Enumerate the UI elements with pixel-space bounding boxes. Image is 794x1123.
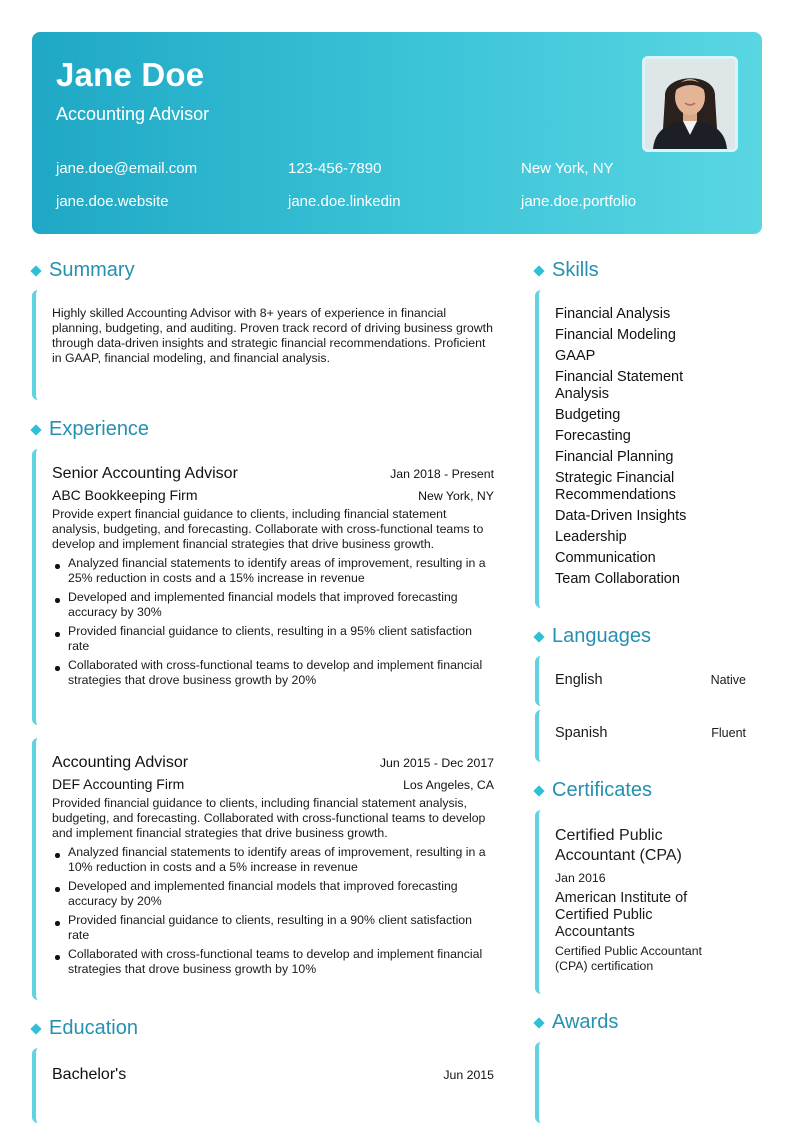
contact-phone[interactable]: 123-456-7890 — [288, 160, 382, 177]
awards-heading — [533, 1011, 618, 1034]
education-heading — [30, 1017, 138, 1040]
summary-heading — [30, 259, 135, 282]
awards-heading-label: Awards — [552, 1011, 619, 1033]
job-company: ABC Bookkeeping Firm — [52, 487, 198, 503]
job-role: Accounting Advisor — [52, 754, 189, 771]
candidate-name: Jane Doe — [56, 56, 205, 93]
skill-item: Communication — [555, 550, 656, 566]
job-description: Provide expert financial guidance to clients, including financial statement analysis, budgeting, and forecasting. Collaborate with cross-functional teams to develop and implement financial strategies that drive business growth. — [52, 507, 484, 551]
certificate-issuer: American Institute of Certified Public Accountants — [555, 890, 688, 940]
language-level: Fluent — [711, 726, 746, 740]
skill-item: GAAP — [555, 348, 596, 364]
contact-email[interactable]: jane.doe@email.com — [56, 160, 198, 177]
achievement-item: Provided financial guidance to clients, resulting in a 90% client satisfaction rate — [52, 913, 494, 943]
achievement-item: Collaborated with cross-functional teams to develop and implement financial strategies that drove business growth by 10% — [52, 947, 494, 977]
job-achievements — [52, 556, 494, 688]
education-degree: Bachelor's — [52, 1066, 127, 1083]
achievement-item: Developed and implemented financial models that improved forecasting accuracy by 30% — [52, 590, 494, 620]
experience-heading — [30, 418, 149, 441]
skills-heading-label: Skills — [552, 259, 599, 281]
summary-heading-label: Summary — [49, 259, 135, 281]
language-name: Spanish — [555, 725, 608, 741]
certificates-heading-label: Certificates — [552, 779, 653, 801]
certificate-item — [535, 810, 755, 994]
certificate-name: Certified Public Accountant (CPA) — [555, 827, 682, 864]
profile-photo-illustration — [645, 59, 735, 149]
diamond-icon — [30, 265, 41, 276]
achievement-item: Analyzed financial statements to identify areas of improvement, resulting in a 25% reduction in costs and a 15% increase in revenue — [52, 556, 494, 586]
candidate-title: Accounting Advisor — [56, 104, 210, 124]
job-dates: Jan 2018 - Present — [390, 467, 494, 481]
job-dates: Jun 2015 - Dec 2017 — [379, 756, 494, 770]
job-description: Provided financial guidance to clients, including financial statement analysis, budgeting, and forecasting. Collaborated with cross-functional teams to develop and implement financial strategies that drive business growth. — [52, 796, 486, 840]
job-location: Los Angeles, CA — [403, 778, 494, 792]
diamond-icon — [533, 631, 544, 642]
languages-heading-label: Languages — [552, 625, 651, 647]
skill-item: Data-Driven Insights — [555, 508, 687, 524]
job-achievements — [52, 845, 494, 977]
skill-item: Team Collaboration — [555, 571, 680, 587]
certificate-description: Certified Public Accountant (CPA) certification — [555, 944, 702, 973]
language-name: English — [555, 672, 603, 688]
languages-heading — [533, 625, 651, 648]
language-item — [535, 656, 750, 706]
language-level: Native — [710, 673, 746, 687]
certificate-date: Jan 2016 — [555, 871, 606, 885]
diamond-icon — [533, 265, 544, 276]
experience-item — [32, 738, 498, 1000]
resume-header — [32, 32, 762, 234]
contact-linkedin[interactable]: jane.doe.linkedin — [288, 193, 401, 210]
skill-item: Forecasting — [555, 428, 631, 444]
skill-item: Financial Modeling — [555, 327, 676, 343]
skills-block — [535, 290, 755, 608]
diamond-icon — [30, 424, 41, 435]
skill-item: Financial Statement Analysis — [555, 369, 684, 402]
experience-item — [32, 449, 498, 725]
contact-location: New York, NY — [521, 160, 614, 177]
diamond-icon — [30, 1023, 41, 1034]
skill-item: Leadership — [555, 529, 627, 545]
diamond-icon — [533, 1017, 544, 1028]
education-date: Jun 2015 — [443, 1068, 494, 1082]
achievement-item: Provided financial guidance to clients, resulting in a 95% client satisfaction rate — [52, 624, 494, 654]
job-company: DEF Accounting Firm — [52, 776, 185, 792]
skill-item: Budgeting — [555, 407, 621, 423]
language-item — [535, 710, 750, 762]
contact-website[interactable]: jane.doe.website — [56, 193, 169, 210]
diamond-icon — [533, 785, 544, 796]
summary-text: Highly skilled Accounting Advisor with 8+ years of experience in financial planning, budgeting, and auditing. Proven track record of driving business growth through data-driven insights and strategic financial recommendations. Proficient in GAAP, financial modeling, and financial analysis. — [52, 306, 493, 365]
job-location: New York, NY — [418, 489, 494, 503]
achievement-item: Analyzed financial statements to identify areas of improvement, resulting in a 10% reduction in costs and a 5% increase in revenue — [52, 845, 494, 875]
achievement-item: Collaborated with cross-functional teams to develop and implement financial strategies that drove business growth by 20% — [52, 658, 494, 688]
skills-heading — [533, 259, 599, 282]
certificates-heading — [533, 779, 652, 802]
experience-heading-label: Experience — [49, 418, 150, 440]
profile-photo — [642, 56, 738, 152]
skill-item: Strategic Financial Recommendations — [555, 470, 676, 503]
job-role: Senior Accounting Advisor — [52, 465, 238, 482]
achievement-item: Developed and implemented financial models that improved forecasting accuracy by 20% — [52, 879, 494, 909]
education-item — [32, 1048, 498, 1123]
awards-block — [535, 1042, 755, 1123]
contact-portfolio[interactable]: jane.doe.portfolio — [521, 193, 637, 210]
skill-item: Financial Analysis — [555, 306, 671, 322]
skill-item: Financial Planning — [555, 449, 674, 465]
education-heading-label: Education — [49, 1017, 138, 1039]
summary-block — [32, 290, 498, 400]
